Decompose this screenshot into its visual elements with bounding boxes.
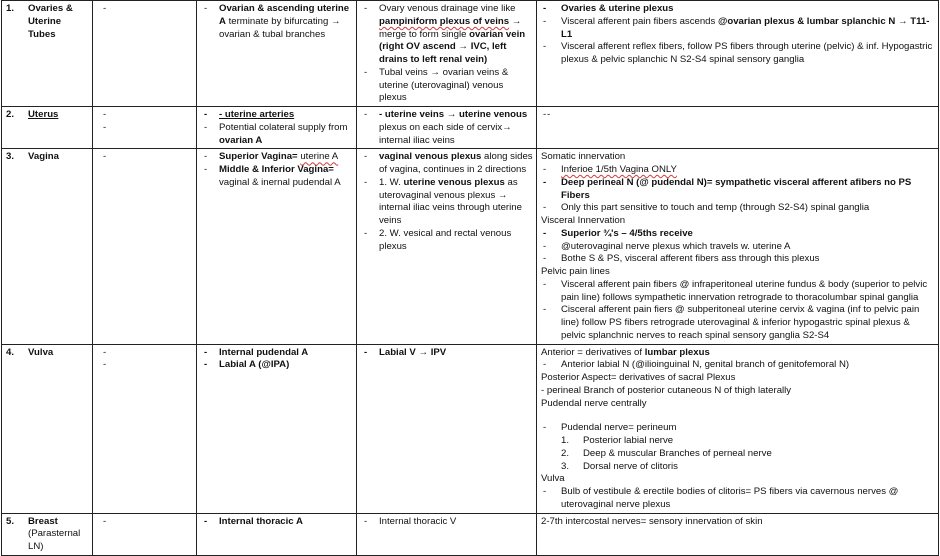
nerve-text: - Pudendal nerve= perineum — [541, 422, 935, 435]
vein-text: vaginal venous plexus — [379, 151, 482, 163]
dash-marker: - — [103, 109, 107, 120]
list-number: 1. — [561, 435, 570, 446]
nerve-text: - Bothe S & PS, visceral afferent fibers ass through this plexus — [541, 253, 935, 266]
region-name: Ovaries & Uterine Tubes — [28, 3, 73, 40]
artery-text: Middle & Inferior Vagina= — [219, 164, 334, 175]
dash-marker: - — [103, 346, 107, 358]
vein-text: → merge to form single — [379, 15, 522, 40]
vein-text: Ovary venous drainage vine like — [379, 3, 516, 14]
vein-text: along sides of vagina, continues in 2 directions — [379, 151, 533, 175]
dash-cell — [93, 107, 197, 149]
region-cell — [2, 513, 93, 555]
artery-text: - Internal thoracic A — [201, 516, 353, 529]
artery-text: - Internal pudendal A — [201, 347, 353, 360]
anatomy-table — [1, 0, 939, 556]
nerve-text: Pelvic pain lines — [541, 266, 610, 277]
dash-marker: - — [103, 121, 107, 133]
nerve-text: - Anterior labial N (@ilioinguinal N, genital branch of genitofemoral N) — [541, 359, 935, 372]
artery-text: - - uterine arteries — [201, 109, 353, 122]
nerve-text: - Visceral afferent reflex fibers, follow PS fibers through uterine (pelvic) & inf. Hypogastric plexus & pelvic splanchic N S2-S4 spinal sensory ganglia — [541, 41, 935, 67]
nerve-text: - Superior ¾'s – 4/5ths receive — [541, 228, 935, 241]
vein-text: ovarian vein (right OV ascend → IVC, left drains to left renal vein) — [379, 28, 526, 65]
nerve-text: Posterior Aspect= derivatives of sacral Plexus — [541, 372, 736, 383]
nerve-text: Pudendal nerve centrally — [541, 397, 647, 409]
veins-cell — [357, 344, 537, 513]
region-cell — [2, 344, 93, 513]
region-subtitle: (Parasternal LN) — [28, 528, 81, 552]
nerves-cell — [537, 1, 939, 107]
artery-text: terminate by bifurcating → ovarian & tubal branches — [219, 15, 341, 40]
artery-text: Potential colateral supply from — [219, 121, 348, 133]
dash-cell — [93, 149, 197, 344]
arteries-cell — [197, 107, 357, 149]
vein-text: - Tubal veins → ovarian veins & uterine (uterovaginal) venous plexus — [361, 67, 533, 105]
nerve-text: - Ovaries & uterine plexus — [541, 3, 935, 16]
nerve-text: Dorsal nerve of clitoris — [583, 460, 678, 472]
table-row — [2, 149, 939, 344]
artery-text: Superior Vagina= — [219, 151, 298, 163]
arteries-cell — [197, 149, 357, 344]
nerve-text: - perineal Branch of posterior cutaneous N of thigh laterally — [541, 384, 792, 396]
nerve-text: @ovarian plexus & lumbar splanchic N → T11-L1 — [561, 15, 930, 40]
row-number: 3. — [6, 151, 15, 163]
vein-text: as uterovaginal venous plexus → internal iliac veins through uterine veins — [379, 176, 522, 226]
table-row — [2, 107, 939, 149]
nerves-cell — [537, 344, 939, 513]
nerve-text: 2-7th intercostal nerves= sensory innervation of skin — [541, 515, 763, 527]
nerve-text: Posterior labial nerve — [583, 435, 674, 446]
list-number: 3. — [561, 460, 570, 472]
table-row — [2, 513, 939, 555]
dash-marker: - — [103, 359, 107, 371]
vein-text: pampiniform plexus of veins — [379, 15, 510, 27]
vein-text: - Internal thoracic V — [361, 516, 533, 529]
vein-text: plexus on each side of cervix→ internal iliac veins — [379, 121, 512, 146]
row-number: 5. — [6, 515, 15, 527]
nerve-text: Visceral afferent pain fibers ascends — [561, 15, 716, 27]
region-cell — [2, 1, 93, 107]
dash-marker: - — [103, 3, 107, 14]
nerve-text: Vulva — [541, 473, 565, 485]
region-name: Vulva — [28, 346, 54, 358]
nerve-text: - Inferioe 1/5th Vagina ONLY — [541, 164, 935, 177]
nerve-text: - - — [541, 109, 935, 122]
region-name: Breast — [28, 515, 58, 527]
dash-cell — [93, 1, 197, 107]
nerve-text: lumbar plexus — [644, 346, 710, 358]
veins-cell — [357, 149, 537, 344]
vein-text: - uterine veins → uterine venous — [379, 109, 528, 120]
artery-text: - Labial A (@IPA) — [201, 359, 353, 372]
nerve-text: Somatic innervation — [541, 151, 626, 163]
row-number: 1. — [6, 3, 15, 14]
artery-text: ovarian A — [219, 134, 263, 146]
artery-text: vaginal & inernal pudendal A — [219, 176, 341, 188]
nerves-cell — [537, 513, 939, 555]
nerve-text: Deep & muscular Branches of perneal nerve — [583, 447, 772, 459]
dash-marker: - — [103, 151, 107, 163]
list-number: 2. — [561, 447, 570, 459]
nerve-text: - Cisceral afferent pain fiers @ subperitoneal uterine cervix & vagina (inf to pelvic pain line) follow PS fibers retrograde uterovaginal & inferior hypogastric spinal plexus & pelvic splanchnic nerves to reach spinal sensory ganglia S2-S4 — [541, 304, 935, 342]
vein-text: uterine venous plexus — [403, 176, 505, 188]
row-number: 4. — [6, 346, 15, 358]
dash-marker: - — [103, 515, 107, 527]
nerve-text: - Deep perineal N (@ pudendal N)= sympathetic visceral afferent afibers no PS Fibers — [541, 177, 935, 203]
artery-text: Ovarian & ascending — [219, 3, 315, 14]
arteries-cell — [197, 513, 357, 555]
vein-text: - Labial V → IPV — [361, 347, 533, 360]
region-name: Uterus — [28, 109, 59, 120]
dash-cell — [93, 344, 197, 513]
nerve-text: - Bulb of vestibule & erectile bodies of clitoris= PS fibers via cavernous nerves @ uterovaginal nerve plexus — [541, 486, 935, 512]
vein-text: 1. W. — [379, 176, 401, 188]
region-cell — [2, 149, 93, 344]
nerves-cell — [537, 107, 939, 149]
nerves-cell — [537, 149, 939, 344]
region-name: Vagina — [28, 151, 59, 163]
artery-text: uterine A — [300, 151, 339, 163]
nerve-text: - @uterovaginal nerve plexus which travels w. uterine A — [541, 241, 935, 254]
table-row — [2, 1, 939, 107]
arteries-cell — [197, 1, 357, 107]
row-number: 2. — [6, 109, 15, 120]
artery-text: uterine A — [219, 3, 350, 27]
veins-cell — [357, 107, 537, 149]
dash-cell — [93, 513, 197, 555]
arteries-cell — [197, 344, 357, 513]
veins-cell — [357, 1, 537, 107]
region-cell — [2, 107, 93, 149]
nerve-text: Anterior = derivatives of — [541, 346, 643, 358]
nerve-text: - Visceral afferent pain fibers @ infraperitoneal uterine fundus & body (superior to pelvic pain line) follows sympathetic innervation retrograde to thoracolumbar spinal ganglia — [541, 279, 935, 305]
vein-text: 2. W. vesical and rectal venous plexus — [379, 227, 512, 252]
nerve-text: Visceral Innervation — [541, 215, 626, 226]
table-row — [2, 344, 939, 513]
veins-cell — [357, 513, 537, 555]
nerve-text: - Only this part sensitive to touch and temp (through S2-S4) spinal ganglia — [541, 202, 935, 215]
